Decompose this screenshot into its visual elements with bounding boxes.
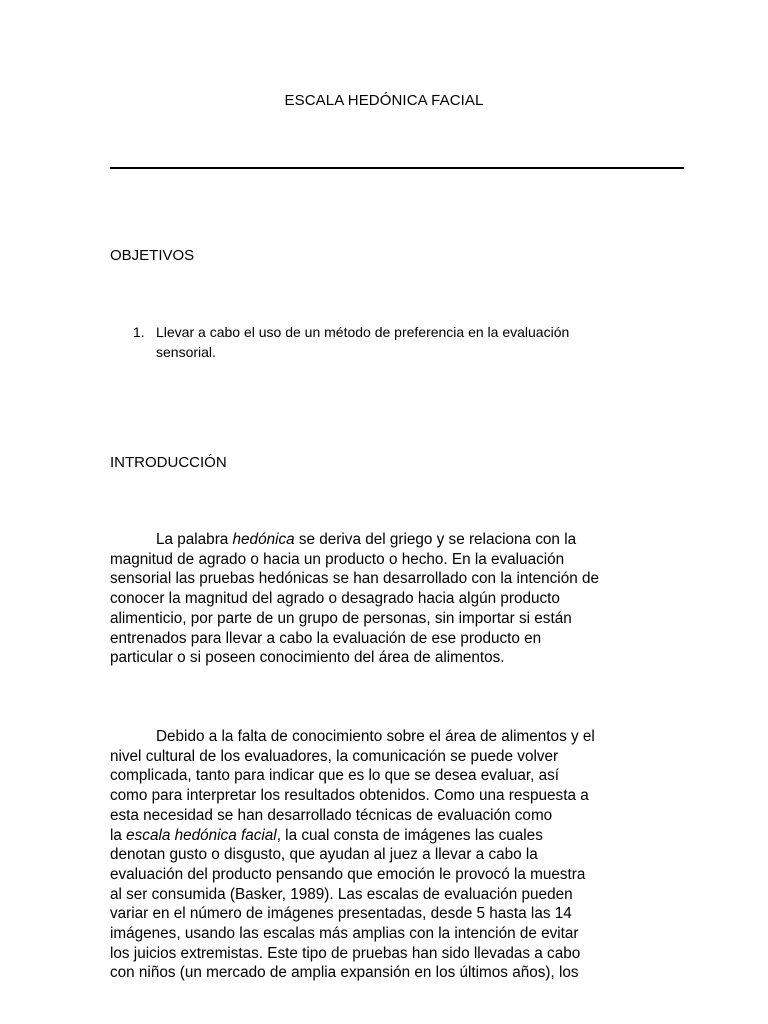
paragraph-line: alimenticio, por parte de un grupo de personas, sin importar si están [110,609,572,627]
objective-text-line: Llevar a cabo el uso de un método de preferencia en la evaluación [156,324,570,340]
objective-text-line: sensorial. [156,344,216,360]
emphasis-hedonica: hedónica [232,531,295,548]
paragraph-line: los juicios extremistas. Este tipo de pruebas han sido llevadas a cabo [110,944,581,962]
emphasis-escala-hedonica-facial: escala hedónica facial [126,826,277,844]
objective-item [110,322,670,362]
paragraph-line: imágenes, usando las escalas más amplias con la intención de evitar [110,925,579,943]
paragraph-line: particular o si poseen conocimiento del área de alimentos. [110,649,505,667]
paragraph-line: conocer la magnitud del agrado o desagrado hacia algún producto [110,590,560,608]
paragraph-line: con niños (un mercado de amplia expansión en los últimos años), los [110,964,579,982]
paragraph-line: entrenados para llevar a cabo la evaluación de ese producto en [110,629,542,647]
introduction-heading: INTRODUCCIÓN [110,454,227,471]
paragraph-line: variar en el número de imágenes presentadas, desde 5 hasta las 14 [110,905,572,923]
document-title: ESCALA HEDÓNICA FACIAL [284,92,484,109]
paragraph-line: esta necesidad se han desarrollado técnicas de evaluación como [110,806,553,824]
paragraph-line: complicada, tanto para indicar que es lo que se desea evaluar, así [110,767,559,785]
paragraph-line: al ser consumida (Basker, 1989). Las escalas de evaluación pueden [110,885,573,903]
paragraph-line: magnitud de agrado o hacia un producto o hecho. En la evaluación [110,550,565,568]
paragraph-line: la escala hedónica facial, la cual consta de imágenes las cuales [110,826,543,844]
paragraph-line: como para interpretar los resultados obtenidos. Como una respuesta a [110,787,589,805]
paragraph-line: sensorial las pruebas hedónicas se han desarrollado con la intención de [110,570,599,588]
paragraph-line: nivel cultural de los evaluadores, la comunicación se puede volver [110,747,559,765]
introduction-paragraph-2 [110,727,670,983]
paragraph-line: Debido a la falta de conocimiento sobre el área de alimentos y el [156,728,595,745]
introduction-paragraph-1 [110,530,670,668]
objectives-heading: OBJETIVOS [110,247,195,264]
paragraph-line: evaluación del producto pensando que emoción le provocó la muestra [110,865,586,883]
paragraph-line: La palabra hedónica se deriva del griego y se relaciona con la [156,531,577,548]
title-divider [110,167,684,169]
paragraph-line: denotan gusto o disgusto, que ayudan al juez a llevar a cabo la [110,846,538,864]
objective-number: 1. [133,324,145,340]
